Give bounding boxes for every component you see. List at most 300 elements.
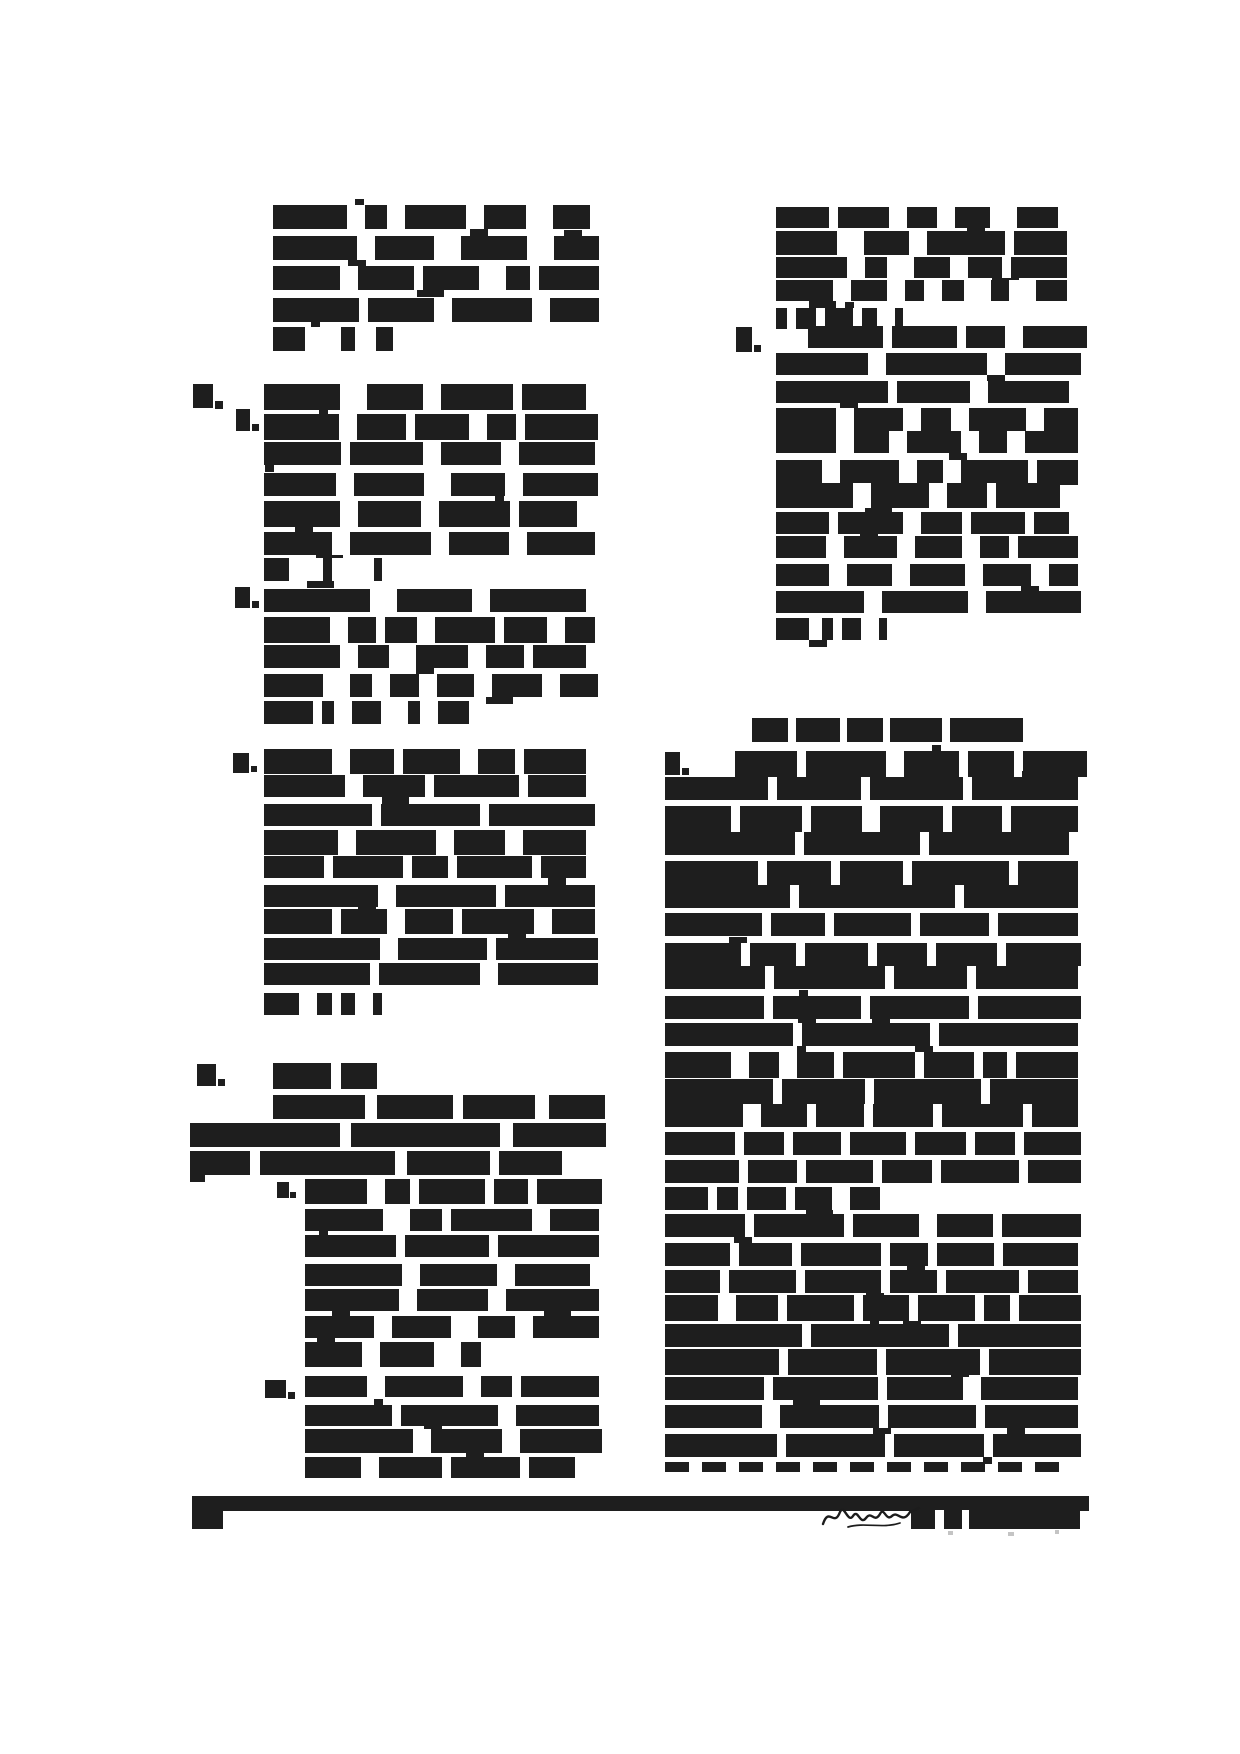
word-gap [392, 1405, 401, 1426]
word-gap [423, 442, 441, 465]
word-gap [376, 617, 385, 643]
redacted-text-line [665, 1324, 1081, 1347]
word-gap [340, 384, 367, 410]
word-gap [877, 1349, 886, 1375]
word-gap [892, 564, 910, 586]
word-gap [792, 1243, 801, 1266]
word-gap [383, 1209, 410, 1231]
redacted-text-line [665, 1349, 1081, 1375]
word-gap [1007, 1052, 1016, 1078]
marker-1b [235, 587, 250, 608]
word-gap [889, 431, 907, 453]
word-gap [332, 993, 341, 1015]
redacted-text-line [665, 1160, 1081, 1183]
redacted-text-line [305, 1429, 602, 1453]
redacted-text-line [776, 536, 1078, 558]
redacted-text-line [776, 460, 1078, 485]
dash-segment [961, 1462, 985, 1472]
word-gap [829, 512, 838, 534]
word-gap [903, 861, 912, 887]
word-gap [1015, 1132, 1024, 1155]
scan-fleck [1008, 1532, 1014, 1536]
word-gap [927, 943, 936, 966]
redacted-text-line [264, 589, 586, 612]
word-gap [861, 996, 870, 1019]
word-gap [840, 718, 847, 742]
word-gap [396, 1235, 405, 1257]
redacted-text-line [665, 1377, 1078, 1400]
word-gap [299, 993, 317, 1015]
marker-1a [236, 409, 250, 431]
redacted-text-line [264, 856, 586, 878]
word-gap [250, 1151, 260, 1175]
word-gap [305, 327, 323, 351]
word-gap [1031, 564, 1049, 586]
word-gap [962, 1510, 969, 1529]
word-gap [367, 1179, 385, 1204]
word-gap [762, 913, 771, 936]
redacted-text-line [305, 1342, 481, 1367]
marker-2a-dot [290, 1192, 296, 1198]
marker-2b [265, 1380, 286, 1398]
word-gap [389, 645, 416, 668]
word-gap [479, 266, 506, 290]
redacted-text-line [264, 749, 586, 774]
word-gap [745, 1214, 754, 1237]
redacted-text-line [776, 431, 1078, 453]
redacted-text-line [776, 207, 1058, 228]
descender-nub [486, 697, 513, 704]
word-gap [935, 1510, 944, 1529]
word-gap [367, 1376, 385, 1397]
word-gap [547, 617, 565, 643]
redacted-text-line [776, 618, 887, 640]
ascender-nub [870, 1318, 879, 1324]
word-gap [324, 856, 333, 878]
redacted-text-line [264, 804, 595, 826]
word-gap [1009, 536, 1018, 558]
redacted-text-line [305, 1209, 599, 1231]
ascender-nub [734, 1237, 752, 1243]
word-gap [961, 431, 979, 453]
word-gap [950, 257, 968, 278]
dash-segment [998, 1462, 1022, 1472]
dash-segment [702, 1462, 726, 1472]
word-gap [836, 408, 854, 433]
ascender-nub [799, 990, 808, 996]
word-gap [361, 1457, 379, 1478]
descender-nub [265, 465, 274, 472]
ascender-nub [311, 321, 320, 327]
redacted-text-line [665, 1270, 1078, 1293]
word-gap [520, 1457, 529, 1478]
redacted-text-line [808, 326, 1087, 348]
descender-nub [307, 581, 334, 588]
word-gap [338, 830, 356, 855]
redacted-text-line [665, 1434, 1081, 1457]
redacted-text-line [273, 266, 599, 290]
word-gap [833, 618, 842, 640]
redacted-text-line [264, 830, 586, 855]
word-gap [847, 257, 865, 278]
word-gap [975, 1295, 984, 1321]
word-gap [323, 327, 341, 351]
dash-segment [665, 1462, 689, 1472]
word-gap [512, 1376, 521, 1397]
word-gap [485, 1179, 494, 1204]
word-gap [943, 460, 961, 485]
word-gap [968, 591, 986, 613]
word-gap [864, 1104, 873, 1127]
word-gap [468, 645, 486, 668]
ascender-nub [508, 932, 526, 938]
redacted-text-line [776, 353, 1081, 375]
word-gap [490, 1151, 499, 1175]
left-item-2b [305, 1378, 608, 1487]
word-gap [347, 558, 374, 581]
word-gap [779, 1052, 797, 1078]
word-gap [1007, 431, 1025, 453]
word-gap [974, 1052, 983, 1078]
descender-nub [949, 453, 967, 460]
redacted-text-line [305, 1235, 599, 1257]
word-gap [868, 943, 877, 966]
word-gap [535, 1095, 549, 1119]
word-gap [862, 806, 880, 832]
word-gap [976, 1405, 985, 1428]
word-gap [739, 1160, 748, 1183]
word-gap [886, 751, 904, 777]
redacted-text-line [665, 832, 1069, 855]
word-gap [919, 1214, 937, 1237]
word-gap [964, 280, 991, 301]
word-gap [788, 718, 796, 742]
word-gap [764, 1377, 773, 1400]
word-gap [796, 943, 805, 966]
word-gap [1002, 257, 1011, 278]
word-gap [1002, 806, 1011, 832]
word-gap [498, 1405, 516, 1426]
word-gap [424, 473, 451, 496]
word-gap [829, 564, 847, 586]
word-gap [802, 806, 811, 832]
ascender-nub [564, 230, 582, 236]
word-gap [911, 913, 920, 936]
word-gap [762, 1405, 780, 1428]
ascender-nub [332, 1310, 350, 1316]
dash-segment [887, 1462, 911, 1472]
redacted-text-line [305, 1179, 602, 1204]
word-gap [480, 963, 498, 985]
word-gap [720, 1270, 729, 1293]
word-gap [903, 408, 921, 433]
word-gap [1009, 280, 1036, 301]
word-gap [1010, 1295, 1019, 1321]
redacted-text-line [264, 473, 598, 496]
word-gap [500, 1123, 513, 1147]
word-gap [741, 943, 750, 966]
word-gap [355, 993, 373, 1015]
scan-fleck [1055, 1530, 1059, 1534]
word-gap [969, 996, 978, 1019]
word-gap [994, 1243, 1003, 1266]
word-gap [542, 674, 560, 697]
dash-segment [924, 1462, 948, 1472]
word-gap [980, 1349, 989, 1375]
word-gap [453, 1095, 463, 1119]
word-gap [474, 674, 492, 697]
word-gap [442, 1457, 451, 1478]
word-gap [1025, 512, 1034, 534]
dash-segment [776, 1462, 800, 1472]
word-gap [854, 1295, 863, 1321]
word-gap [463, 1376, 481, 1397]
word-gap [340, 645, 358, 668]
word-gap [743, 1104, 761, 1127]
word-gap [466, 205, 484, 229]
word-gap [480, 804, 489, 826]
word-gap [793, 1023, 802, 1046]
word-gap [469, 414, 487, 440]
word-gap [825, 913, 834, 936]
dash-segment [850, 1462, 874, 1472]
redacted-text-line [665, 861, 1078, 887]
word-gap [834, 1052, 843, 1078]
word-gap [448, 856, 457, 878]
word-gap [826, 536, 844, 558]
redacted-text-line [305, 1376, 599, 1397]
word-gap [519, 775, 528, 797]
word-gap [758, 861, 767, 887]
word-gap [387, 205, 405, 229]
ascender-nub [1022, 771, 1040, 777]
word-gap [323, 674, 350, 697]
word-gap [460, 749, 478, 774]
left-item-2-line1 [273, 1063, 377, 1089]
marker-right-b [736, 327, 752, 352]
word-gap [487, 938, 496, 960]
word-gap [881, 1270, 890, 1293]
word-gap [887, 280, 905, 301]
word-gap [378, 885, 396, 907]
word-gap [928, 1243, 937, 1266]
redacted-text-line [305, 1289, 599, 1311]
word-gap [883, 326, 892, 348]
ascender-nub [798, 1017, 816, 1023]
word-gap [899, 460, 917, 485]
word-gap [970, 381, 988, 403]
redacted-text-line [776, 231, 1067, 255]
word-gap [879, 1405, 888, 1428]
word-gap [861, 618, 879, 640]
word-gap [420, 701, 438, 724]
redacted-text-line [665, 1023, 1078, 1046]
word-gap [889, 207, 907, 228]
word-gap [502, 1429, 520, 1453]
word-gap [505, 830, 523, 855]
left-item-2-tail [190, 1172, 205, 1182]
word-gap [347, 205, 365, 229]
word-gap [330, 617, 348, 643]
redacted-text-line [264, 885, 595, 907]
word-gap [984, 1434, 993, 1457]
word-gap [873, 1160, 882, 1183]
word-gap [332, 749, 350, 774]
word-gap [341, 442, 350, 465]
redacted-text-line [665, 1132, 1081, 1155]
word-gap [807, 1104, 816, 1127]
word-gap [962, 536, 980, 558]
dash-segment [739, 1462, 763, 1472]
marker-1c-dot [251, 766, 257, 772]
redacted-text-line [665, 885, 1078, 908]
redacted-text-line [305, 1316, 599, 1338]
marker-right-b-dot [754, 345, 761, 352]
left-item-2-line4 [190, 1151, 562, 1175]
word-gap [340, 1123, 351, 1147]
word-gap [394, 749, 403, 774]
word-gap [395, 1151, 407, 1175]
redacted-text-line [264, 558, 382, 581]
marker-2b-dot [288, 1392, 295, 1399]
redacted-text-line [264, 674, 598, 697]
word-gap [802, 1324, 811, 1347]
redacted-text-line [665, 1243, 1078, 1266]
word-gap [417, 617, 435, 643]
left-item-2-line2 [273, 1095, 605, 1119]
descender-nub [809, 640, 827, 647]
word-gap [731, 1052, 749, 1078]
word-gap [987, 483, 996, 508]
word-gap [370, 963, 379, 985]
word-gap [784, 1132, 793, 1155]
redacted-text-line [264, 645, 586, 668]
redacted-text-line [264, 909, 595, 934]
word-gap [967, 966, 976, 989]
redacted-text-line [665, 913, 1078, 936]
word-gap [399, 1289, 417, 1311]
word-gap [515, 749, 524, 774]
word-gap [963, 1377, 981, 1400]
word-gap [495, 617, 504, 643]
word-gap [374, 1316, 392, 1338]
word-gap [993, 1214, 1002, 1237]
word-gap [497, 1264, 515, 1286]
ascender-nub [845, 302, 854, 308]
word-gap [906, 1132, 915, 1155]
word-gap [387, 909, 405, 934]
word-gap [501, 442, 519, 465]
word-gap [451, 1316, 478, 1338]
word-gap [937, 1270, 946, 1293]
word-gap [388, 701, 397, 724]
marker-1-dot [215, 401, 223, 409]
left-item-2-line3 [190, 1123, 606, 1147]
footer-redaction-band [911, 1510, 1080, 1529]
section-heading-left [752, 718, 883, 742]
word-gap [797, 1160, 806, 1183]
word-gap [718, 1295, 736, 1321]
redacted-text-line [264, 938, 598, 960]
word-gap [844, 1214, 853, 1237]
word-gap [932, 1160, 941, 1183]
redacted-text-line [776, 280, 1067, 301]
word-gap [425, 775, 434, 797]
redacted-text-line [264, 993, 382, 1015]
word-gap [357, 236, 375, 260]
descender-nub [382, 797, 409, 804]
word-gap [951, 408, 969, 433]
word-gap [313, 701, 322, 724]
word-gap [841, 1132, 850, 1155]
word-gap [509, 532, 527, 555]
word-gap [532, 1209, 550, 1231]
word-gap [987, 353, 1005, 375]
redacted-text-line [776, 591, 1081, 613]
redacted-text-line [665, 1079, 1078, 1105]
word-gap [505, 473, 523, 496]
word-gap [777, 1434, 786, 1457]
redacted-text-line [665, 1214, 1081, 1237]
word-gap [1023, 1104, 1032, 1127]
right-section-body [665, 750, 1087, 1466]
redacted-text-line [305, 1405, 599, 1426]
word-gap [897, 536, 915, 558]
word-gap [380, 938, 398, 960]
right-item-b [776, 327, 1087, 649]
word-gap [730, 1243, 739, 1266]
word-gap [472, 589, 490, 612]
marker-2 [197, 1064, 216, 1086]
word-gap [865, 1079, 874, 1105]
redacted-text-line [273, 298, 599, 322]
footer-rule [192, 1496, 1089, 1511]
word-gap [888, 381, 897, 403]
word-gap [909, 231, 927, 255]
word-gap [358, 327, 376, 351]
word-gap [963, 777, 972, 800]
marker-1b-dot [252, 601, 259, 608]
word-gap [1009, 861, 1018, 887]
left-item-1a [264, 385, 604, 592]
word-gap [339, 414, 357, 440]
word-gap [532, 856, 541, 878]
word-gap [359, 298, 368, 322]
word-gap [1019, 1270, 1028, 1293]
word-gap [768, 777, 777, 800]
marker-1 [193, 384, 213, 408]
word-gap [365, 1095, 377, 1119]
dash-segment [813, 1462, 837, 1472]
word-gap [370, 589, 397, 612]
word-gap [779, 1349, 788, 1375]
word-gap [413, 1429, 431, 1453]
left-item-1b [264, 588, 604, 733]
word-gap [990, 207, 1017, 228]
word-gap [809, 618, 818, 640]
footer-corner-block [192, 1496, 223, 1529]
word-gap [965, 564, 983, 586]
word-gap [837, 231, 864, 255]
word-gap [915, 1052, 924, 1078]
word-gap [532, 298, 550, 322]
redacted-text-line [264, 617, 595, 643]
redacted-text-line [776, 257, 1067, 278]
word-gap [431, 532, 449, 555]
ascender-nub [932, 745, 941, 751]
redacted-text-line [665, 1052, 1078, 1078]
word-gap [515, 1316, 533, 1338]
